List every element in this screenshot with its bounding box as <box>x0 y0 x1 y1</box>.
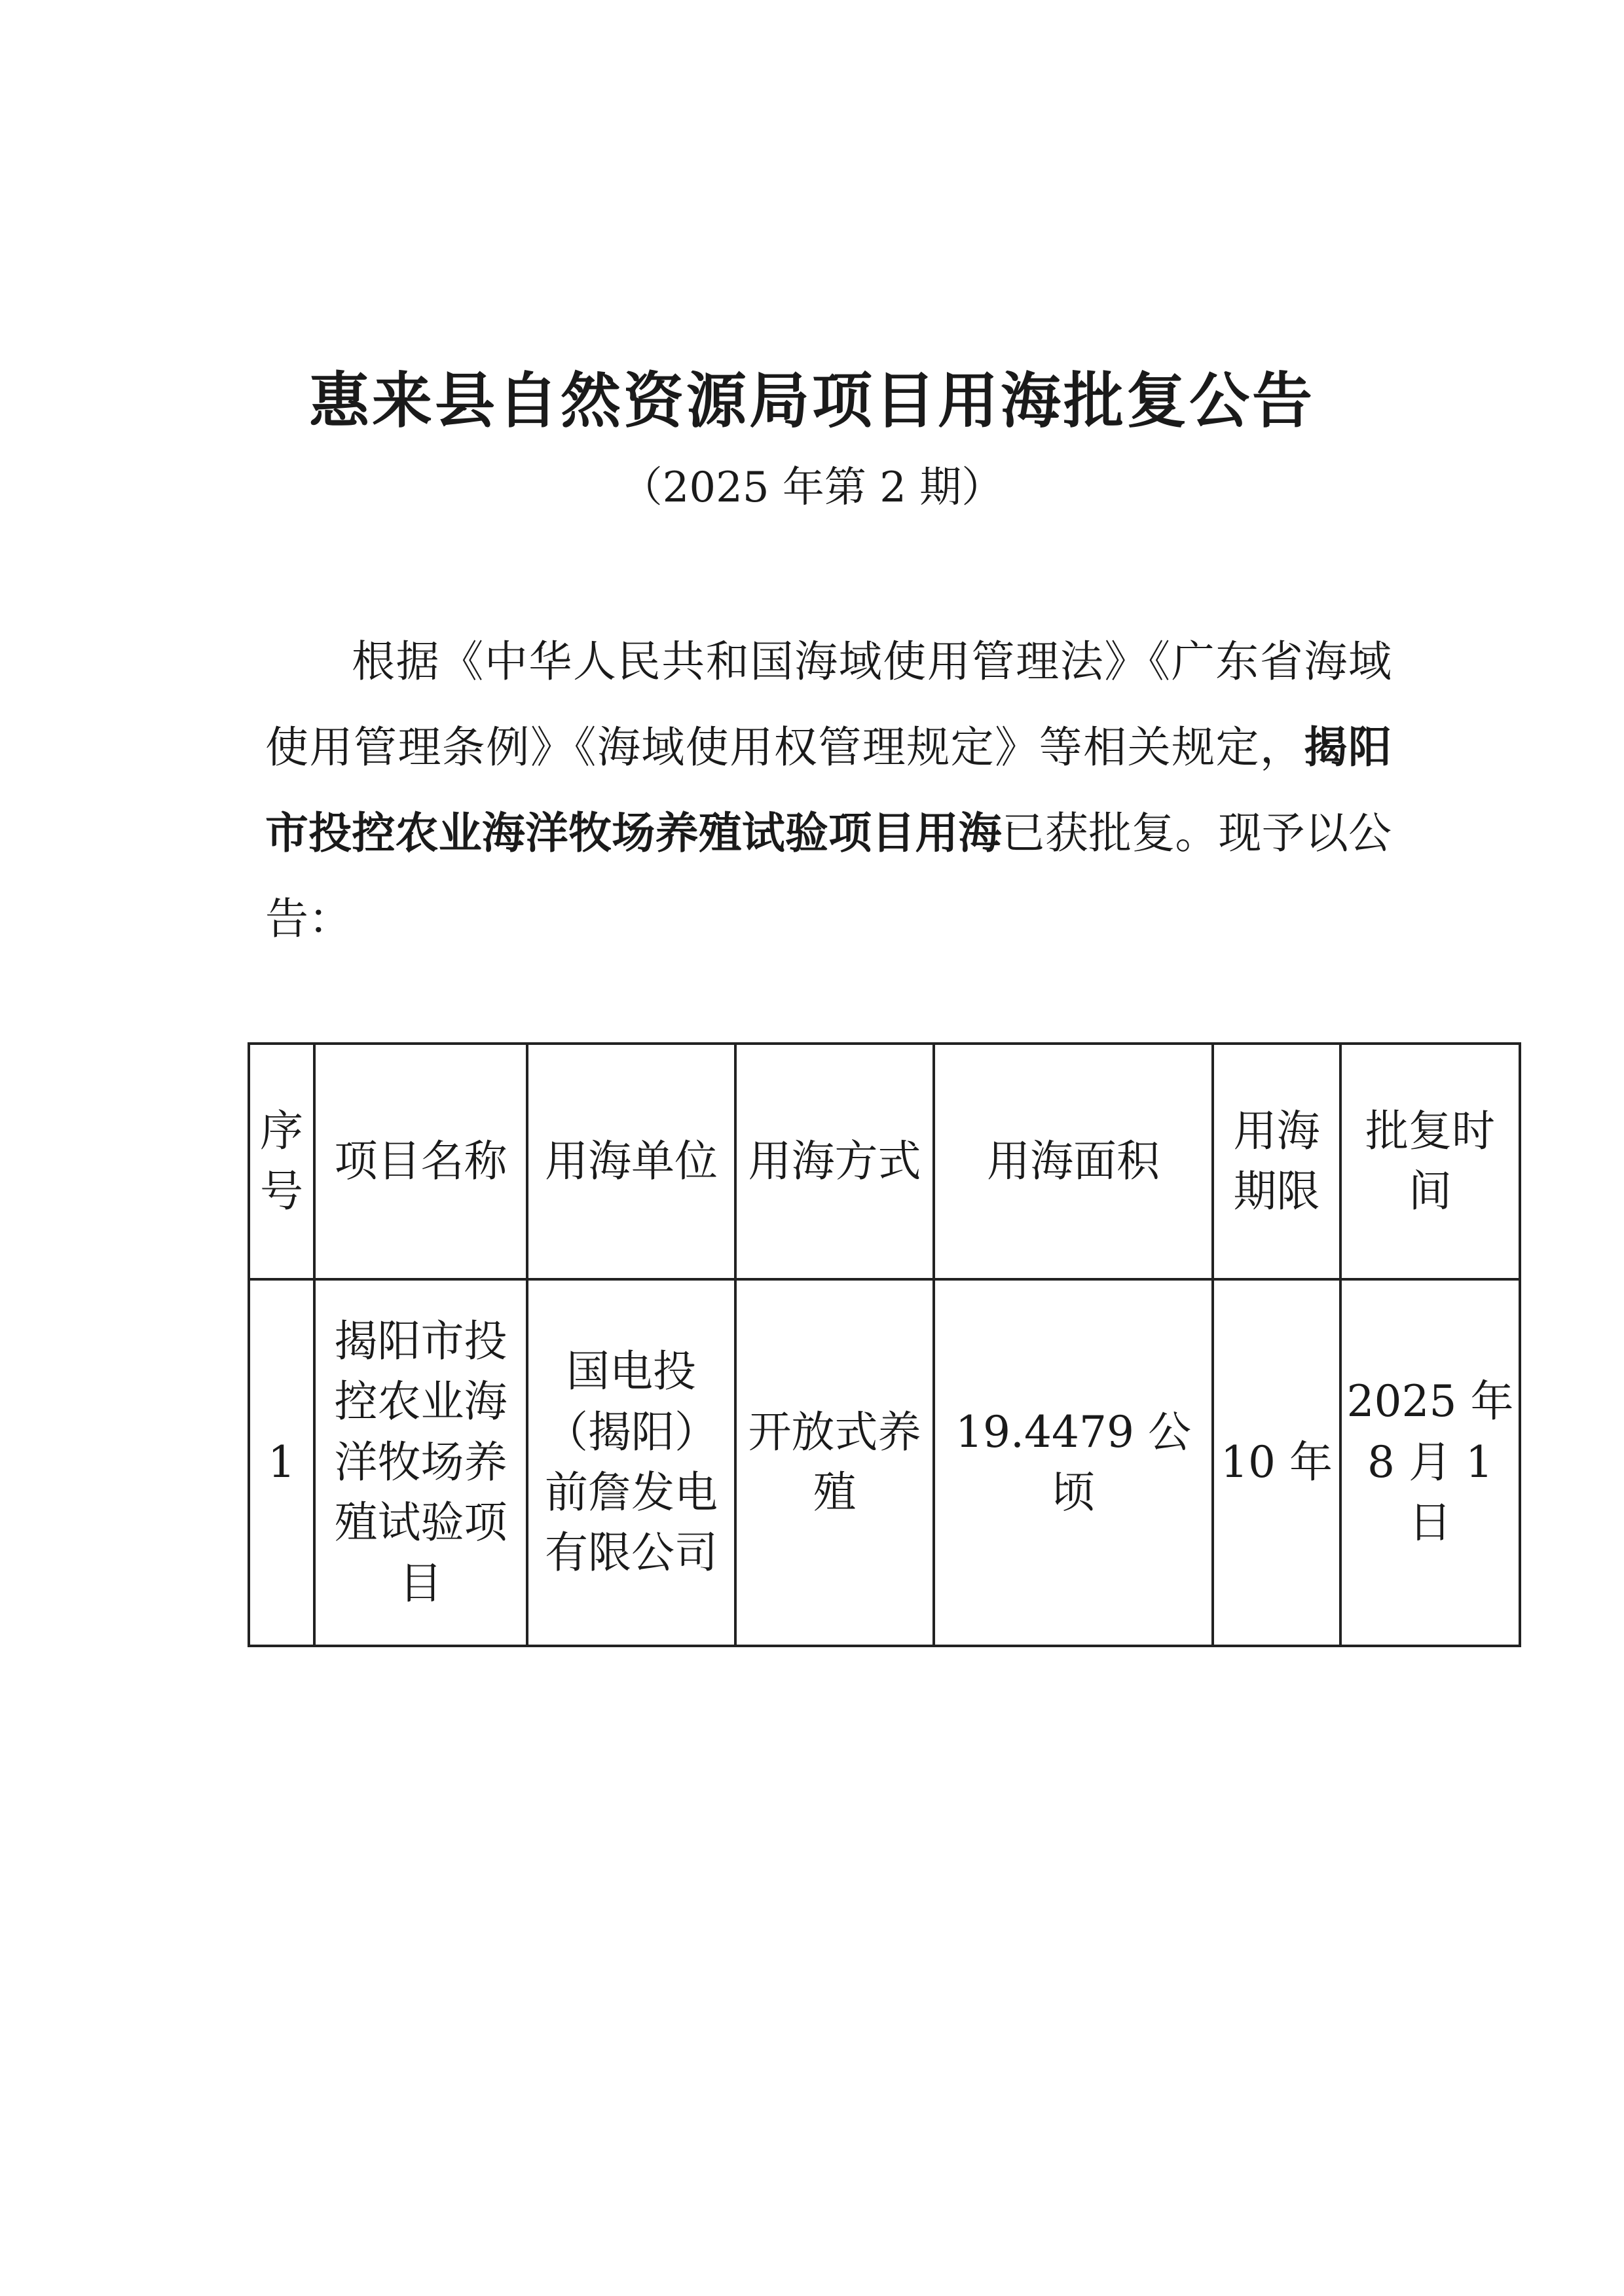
header-approval-date: 批复时间 <box>1340 1044 1520 1279</box>
notice-title: 惠来县自然资源局项目用海批复公告 <box>308 366 1315 436</box>
table-header-row <box>249 1044 1520 1279</box>
cell-area: 19.4479 公顷 <box>934 1279 1213 1646</box>
cell-project-name: 揭阳市投控农业海洋牧场养殖试验项目 <box>314 1279 527 1646</box>
header-area: 用海面积 <box>934 1044 1213 1279</box>
header-index: 序号 <box>249 1044 314 1279</box>
body-text-part2: 已获批复。现予以公告： <box>265 808 1392 944</box>
header-term: 用海期限 <box>1213 1044 1340 1279</box>
body-project-name: 揭阳市投控农业海洋牧场养殖试验项目用海 <box>265 722 1392 858</box>
notice-subtitle: （2025 年第 2 期） <box>620 464 1004 512</box>
cell-term: 10 年 <box>1213 1279 1340 1646</box>
header-unit: 用海单位 <box>527 1044 735 1279</box>
approval-table <box>248 1042 1521 1647</box>
body-text-part1: 根据《中华人民共和国海域使用管理法》《广东省海域使用管理条例》《海域使用权管理规定》等相关规定， <box>265 636 1392 773</box>
notice-body <box>265 619 1392 962</box>
header-method: 用海方式 <box>735 1044 934 1279</box>
cell-method: 开放式养殖 <box>735 1279 934 1646</box>
table-row <box>249 1279 1520 1646</box>
header-project-name: 项目名称 <box>314 1044 527 1279</box>
cell-unit: 国电投（揭阳）前詹发电有限公司 <box>527 1279 735 1646</box>
cell-approval-date: 2025 年 8 月 1 日 <box>1340 1279 1520 1646</box>
cell-index: 1 <box>249 1279 314 1646</box>
